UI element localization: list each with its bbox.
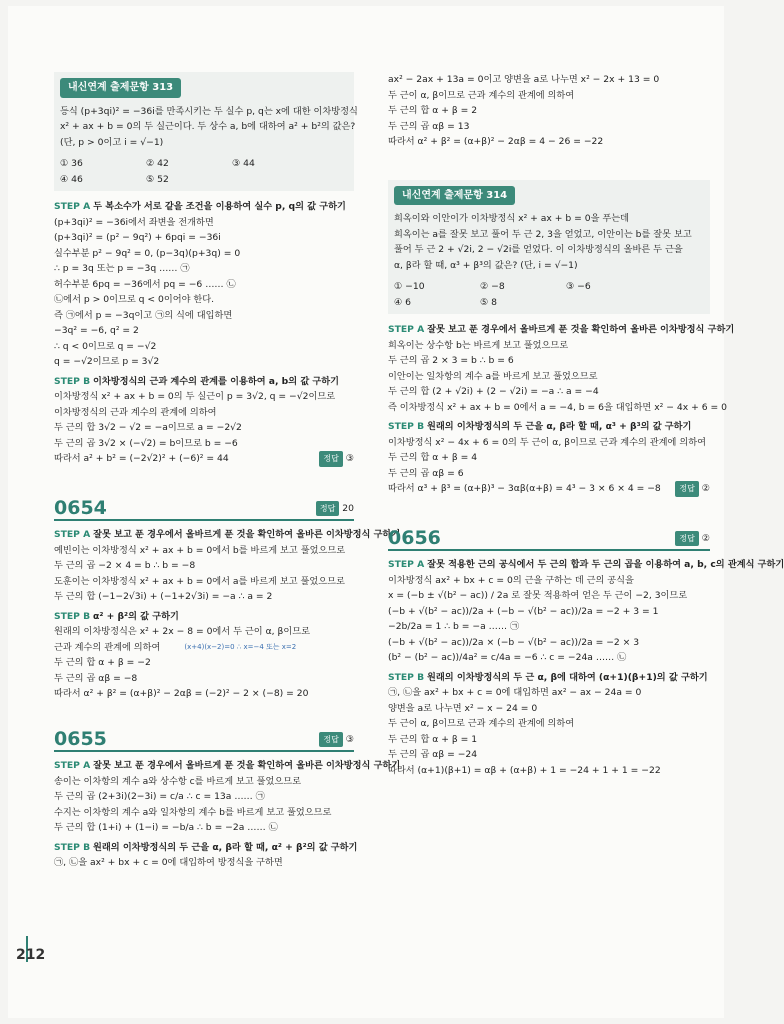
answer-value: ③ (345, 453, 354, 464)
solution-line: 이안이는 일차항의 계수 a를 바르게 보고 풀었으므로 (388, 370, 598, 382)
problem-313-choices (60, 156, 348, 187)
step-b-label: STEP B (54, 610, 91, 622)
solution-line: 두 근의 곱 (2+3i)(2−3i) = c/a ∴ c = 13a …… ㉠ (54, 791, 265, 802)
solution-line: 근과 계수의 관계에 의하여 (54, 641, 161, 653)
solution-line: 이차방정식 x² + ax + b = 0의 두 실근이 p = 3√2, q = −√2이므로 (54, 391, 336, 402)
answer-badge: 정답 (319, 732, 342, 748)
answer-badge: 정답 (319, 451, 342, 467)
solution-line: (−b + √(b² − ac))/2a + (−b − √(b² − ac))/2a = −2 + 3 = 1 (388, 605, 659, 617)
step-a-title: 잘못 보고 푼 경우에서 올바르게 푼 것을 확인하여 올바른 이차방정식 구하기 (93, 760, 401, 771)
solution-line: 두 근의 합 (2 + √2i) + (2 − √2i) = −a ∴ a = −4 (388, 386, 599, 397)
answer-badge: 정답 (675, 481, 698, 497)
solution-line: 두 근이 α, β이므로 근과 계수의 관계에 의하여 (388, 718, 575, 729)
solution-line: 두 근의 곱 −2 × 4 = b ∴ b = −8 (54, 560, 196, 571)
solution-line: ㉡에서 p > 0이므로 q < 0이어야 한다. (54, 294, 215, 305)
step-b-title: 원래의 이차방정식의 두 근을 α, β라 할 때, α³ + β³의 값 구하기 (427, 421, 692, 432)
problem-313-q2: x² + ax + b = 0의 두 실근이다. 두 상수 a, b에 대하여 a² + b²의 값은? (60, 121, 356, 132)
problem-314-q4: α, β라 할 때, α³ + β³의 값은? (단, i = √−1) (394, 259, 578, 271)
solution-line: (−b + √(b² − ac))/2a × (−b − √(b² − ac))/2a = −2 × 3 (388, 636, 640, 648)
solution-line: 두 근의 합 α + β = −2 (54, 657, 151, 668)
answer-value: 20 (342, 502, 354, 514)
choice-2: ② 42 (146, 158, 169, 169)
step-b-title: 이차방정식의 근과 계수의 관계를 이용하여 a, b의 값 구하기 (93, 375, 340, 387)
solution-line: 두 근의 합 α + β = 2 (388, 105, 478, 116)
solution-line: −3q² = −6, q² = 2 (54, 325, 139, 336)
solution-line: 두 근의 곱 αβ = −24 (388, 749, 478, 760)
solution-line: 두 근의 곱 2 × 3 = b ∴ b = 6 (388, 355, 514, 366)
choice-5: ⑤ 8 (480, 296, 498, 308)
answer-badge: 정답 (316, 501, 339, 517)
problem-314-tag: 내신연계 출제문항 314 (394, 186, 515, 206)
solution-line: 도훈이는 이차방정식 x² + ax + b = 0에서 a를 바르게 보고 풀었으므로 (54, 575, 345, 587)
solution-line: 실수부분 p² − 9q² = 0, (p−3q)(p+3q) = 0 (54, 247, 241, 259)
solution-line: ∴ p = 3q 또는 p = −3q …… ㉠ (54, 263, 190, 274)
answer-badge: 정답 (675, 531, 698, 547)
solution-line: x = (−b ± √(b² − ac)) / 2a 로 잘못 적용하여 얻은 두 근이 −2, 3이므로 (388, 590, 688, 601)
solution-line: 두 근의 합 (−1−2√3i) + (−1+2√3i) = −a ∴ a = 2 (54, 591, 273, 602)
step-b-label: STEP B (54, 841, 91, 853)
problem-314-choices (394, 279, 704, 310)
solution-line: 두 근의 합 3√2 − √2 = −a이므로 a = −2√2 (54, 422, 242, 433)
step-b-label: STEP B (388, 421, 425, 432)
choice-3: ③ 44 (232, 158, 255, 169)
step-b-label: STEP B (388, 671, 425, 683)
solution-line: 두 근의 합 (1+i) + (1−i) = −b/a ∴ b = −2a …… ㉡ (54, 822, 278, 833)
choice-4: ④ 6 (394, 296, 412, 308)
final-answer-line: 따라서 a² + b² = (−2√2)² + (−6)² = 44 (54, 453, 229, 464)
step-b-title: 원래의 이차방정식의 두 근 α, β에 대하여 (α+1)(β+1)의 값 구하기 (427, 671, 708, 683)
solution-line: 희옥이는 상수항 b는 바르게 보고 풀었으므로 (388, 339, 569, 351)
solution-line: ax² − 2ax + 13a = 0이고 양변을 a로 나누면 x² − 2x + 13 = 0 (388, 74, 660, 85)
step-a-label: STEP A (54, 529, 91, 540)
solution-line: (b² − (b² − ac))/4a² = c/4a = −6 ∴ c = −24a …… ㉡ (388, 652, 627, 663)
right-column (388, 72, 784, 778)
page (8, 6, 784, 1018)
choice-3: ③ −6 (566, 281, 591, 292)
step-a-title: 잘못 보고 푼 경우에서 올바르게 푼 것을 확인하여 올바른 이차방정식 구하기 (93, 529, 401, 540)
step-b-title: 원래의 이차방정식의 두 근을 α, β라 할 때, α² + β²의 값 구하기 (93, 841, 358, 853)
solution-line: 따라서 α² + β² = (α+β)² − 2αβ = 4 − 26 = −22 (388, 136, 604, 147)
step-a-label: STEP A (54, 201, 91, 212)
problem-number-0655: 0655 (54, 727, 107, 750)
solution-line: ㉠, ㉡을 ax² + bx + c = 0에 대입하면 ax² − ax − 24a = 0 (388, 687, 642, 698)
solution-line: 두 근의 곱 αβ = 6 (388, 467, 464, 479)
problem-313-tag: 내신연계 출제문항 313 (60, 78, 181, 98)
problem-314-q3: 풀어 두 근 2 + √2i, 2 − √2i를 얻었다. 이 이차방정식의 올바른 두 근을 (394, 244, 683, 255)
divider (388, 549, 710, 551)
step-b-label: STEP B (54, 375, 91, 387)
solution-line: 허수부분 6pq = −36에서 pq = −6 …… ㉡ (54, 278, 236, 290)
solution-line: 송이는 이차항의 계수 a와 상수항 c를 바르게 보고 풀었으므로 (54, 775, 302, 787)
solution-line: 수지는 이차항의 계수 a와 일차항의 계수 b를 바르게 보고 풀었으므로 (54, 806, 332, 818)
solution-line: −2b/2a = 1 ∴ b = −a …… ㉠ (388, 621, 520, 632)
step-b-title: α² + β²의 값 구하기 (93, 610, 179, 622)
step-a-title: 잘못 적용한 근의 공식에서 두 근의 합과 두 근의 곱을 이용하여 a, b, c의 관계식 구하기 (427, 559, 784, 570)
solution-line: 이차방정식의 근과 계수의 관계에 의하여 (54, 406, 217, 418)
answer-value: ③ (345, 733, 354, 745)
solution-line: ㉠, ㉡을 ax² + bx + c = 0에 대입하여 방정식을 구하면 (54, 857, 283, 868)
problem-314-q2: 희옥이는 a를 잘못 보고 풀어 두 근 2, 3을 얻었고, 이안이는 b를 잘못 보고 (394, 228, 692, 240)
answer-value: ② (701, 483, 710, 494)
page-number: 212 (16, 947, 46, 963)
step-a-label: STEP A (388, 324, 425, 335)
problem-313-box (54, 72, 358, 191)
left-column (54, 72, 401, 871)
answer-value: ② (701, 532, 710, 544)
solution-line: (p+3qi)² = (p² − 9q²) + 6pqi = −36i (54, 232, 221, 243)
choice-1: ① 36 (60, 158, 83, 169)
step-a-title: 잘못 보고 푼 경우에서 올바르게 푼 것을 확인하여 올바른 이차방정식 구하기 (427, 324, 735, 335)
problem-number-0656: 0656 (388, 526, 441, 549)
solution-line: 두 근의 곱 3√2 × (−√2) = b이므로 b = −6 (54, 437, 238, 449)
divider (54, 750, 354, 752)
solution-line: 두 근의 곱 αβ = −8 (54, 672, 138, 684)
problem-314-box (388, 180, 710, 315)
problem-314-q1: 희옥이와 이안이가 이차방정식 x² + ax + b = 0을 푸는데 (394, 213, 630, 224)
solution-line: 두 근이 α, β이므로 근과 계수의 관계에 의하여 (388, 89, 575, 101)
solution-line: 이차방정식 ax² + bx + c = 0의 근을 구하는 데 근의 공식을 (388, 574, 634, 586)
solution-line: 두 근의 곱 αβ = 13 (388, 120, 470, 132)
problem-number-0654: 0654 (54, 496, 107, 519)
solution-line: 즉 ㉠에서 p = −3q이고 ㉠의 식에 대입하면 (54, 309, 233, 321)
choice-4: ④ 46 (60, 173, 83, 185)
solution-line: ∴ q < 0이므로 q = −√2 (54, 340, 157, 352)
choice-5: ⑤ 52 (146, 173, 169, 185)
final-answer-line: 따라서 α³ + β³ = (α+β)³ − 3αβ(α+β) = 4³ − 3 × 6 × 4 = −8 (388, 483, 661, 494)
choice-2: ② −8 (480, 281, 505, 292)
choice-1: ① −10 (394, 281, 425, 292)
solution-line: q = −√2이므로 p = 3√2 (54, 356, 160, 367)
divider (54, 519, 354, 521)
problem-313-q1: 등식 (p+3qi)² = −36i를 만족시키는 두 실수 p, q는 x에 대한 이차방정식 (60, 105, 358, 117)
solution-line: 원래의 이차방정식은 x² + 2x − 8 = 0에서 두 근이 α, β이므로 (54, 626, 310, 637)
step-a-label: STEP A (54, 760, 91, 771)
solution-line: (p+3qi)² = −36i에서 좌변을 전개하면 (54, 216, 214, 228)
solution-line: 양변을 a로 나누면 x² − x − 24 = 0 (388, 702, 538, 714)
side-note: (x+4)(x−2)=0 ∴ x=−4 또는 x=2 (184, 642, 297, 651)
solution-line: 두 근의 합 α + β = 1 (388, 733, 478, 745)
problem-313-q3: (단, p > 0이고 i = √−1) (60, 136, 164, 148)
solution-line: 두 근의 합 α + β = 4 (388, 452, 478, 463)
step-a-label: STEP A (388, 559, 425, 570)
final-answer-line: 따라서 (α+1)(β+1) = αβ + (α+β) + 1 = −24 + 1 + 1 = −22 (388, 764, 661, 776)
final-answer-line: 따라서 α² + β² = (α+β)² − 2αβ = (−2)² − 2 × (−8) = 20 (54, 688, 309, 699)
step-a-title: 두 복소수가 서로 같을 조건을 이용하여 실수 p, q의 값 구하기 (93, 201, 346, 212)
solution-line: 즉 이차방정식 x² + ax + b = 0에서 a = −4, b = 6을 대입하면 x² − 4x + 6 = 0 (388, 401, 727, 413)
solution-line: 예빈이는 이차방정식 x² + ax + b = 0에서 b를 바르게 보고 풀었으므로 (54, 544, 346, 556)
solution-line: 이차방정식 x² − 4x + 6 = 0의 두 근이 α, β이므로 근과 계수의 관계에 의하여 (388, 436, 706, 448)
